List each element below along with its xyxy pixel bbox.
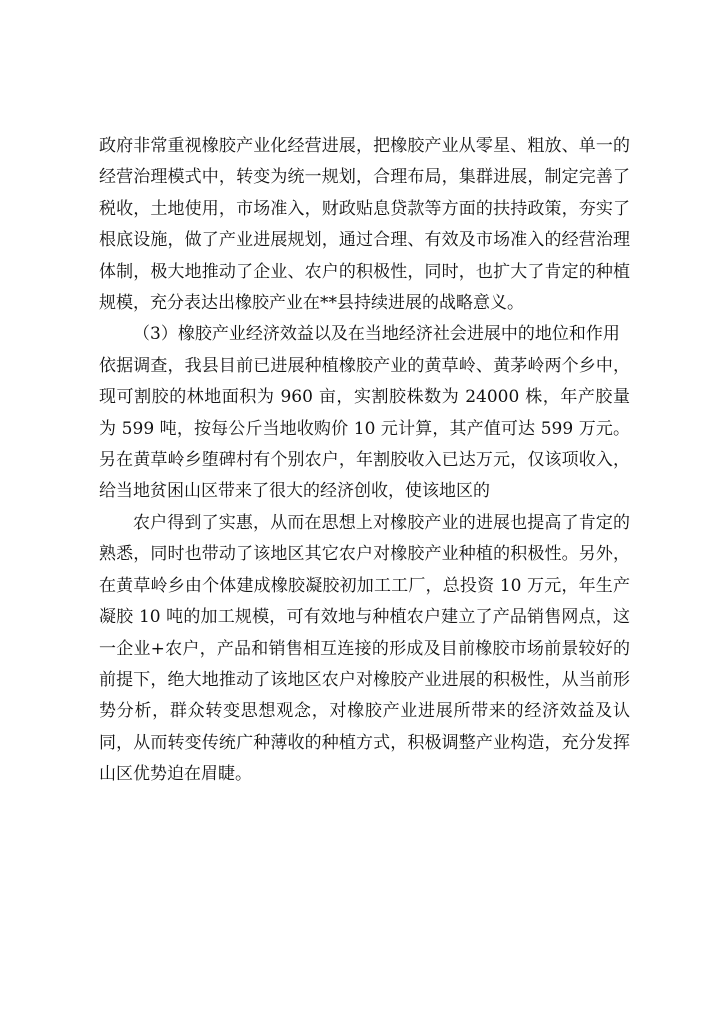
paragraph-policy-support: 政府非常重视橡胶产业化经营进展，把橡胶产业从零星、粗放、单一的经营治理模式中，转变为统一规划，合理布局，集群进展，制定完善了税收，土地使用，市场准入，财政贴息贷款等方面的扶持政策，夯实了根底设施，做了产业进展规划，通过合理、有效及市场准入的经营治理体制，极大地推动了企业、农户的积极性，同时，也扩大了肯定的种植规模，充分表达出橡胶产业在**县持续进展的战略意义。 [99, 136, 630, 314]
paragraph-farmer-benefits: 农户得到了实惠，从而在思想上对橡胶产业的进展也提高了肯定的熟悉，同时也带动了该地区其它农户对橡胶产业种植的积极性。另外，在黄草岭乡由个体建成橡胶凝胶初加工工厂，总投资 10 万元，年生产凝胶 10 吨的加工规模，可有效地与种植农户建立了产品销售网点，这一企业+农户，产品和销售相互连接的形成及目前橡胶市场前景较好的前提下，绝大地推动了该地区农户对橡胶产业进展的积极性，从当前形势分析，群众转变思想观念，对橡胶产业进展所带来的经济效益及认同，从而转变传统广种薄收的种植方式，积极调整产业构造，充分发挥山区优势迫在眉睫。 [99, 512, 630, 785]
section-heading-economic-benefits: （3）橡胶产业经济效益以及在当地经济社会进展中的地位和作用 [133, 324, 620, 345]
paragraph-survey-results: 依据调查，我县目前已进展种植橡胶产业的黄草岭、黄茅岭两个乡中，现可割胶的林地面积为 960 亩，实割胶株数为 24000 株，年产胶量为 599 吨，按每公斤当地收购价 10 元计算，其产值可达 599 万元。另在黄草岭乡堕碑村有个别农户，年割胶收入已达万元，仅该项收入，给当地贫困山区带来了很大的经济创收，使该地区的 [99, 355, 630, 502]
document-body [99, 131, 630, 791]
